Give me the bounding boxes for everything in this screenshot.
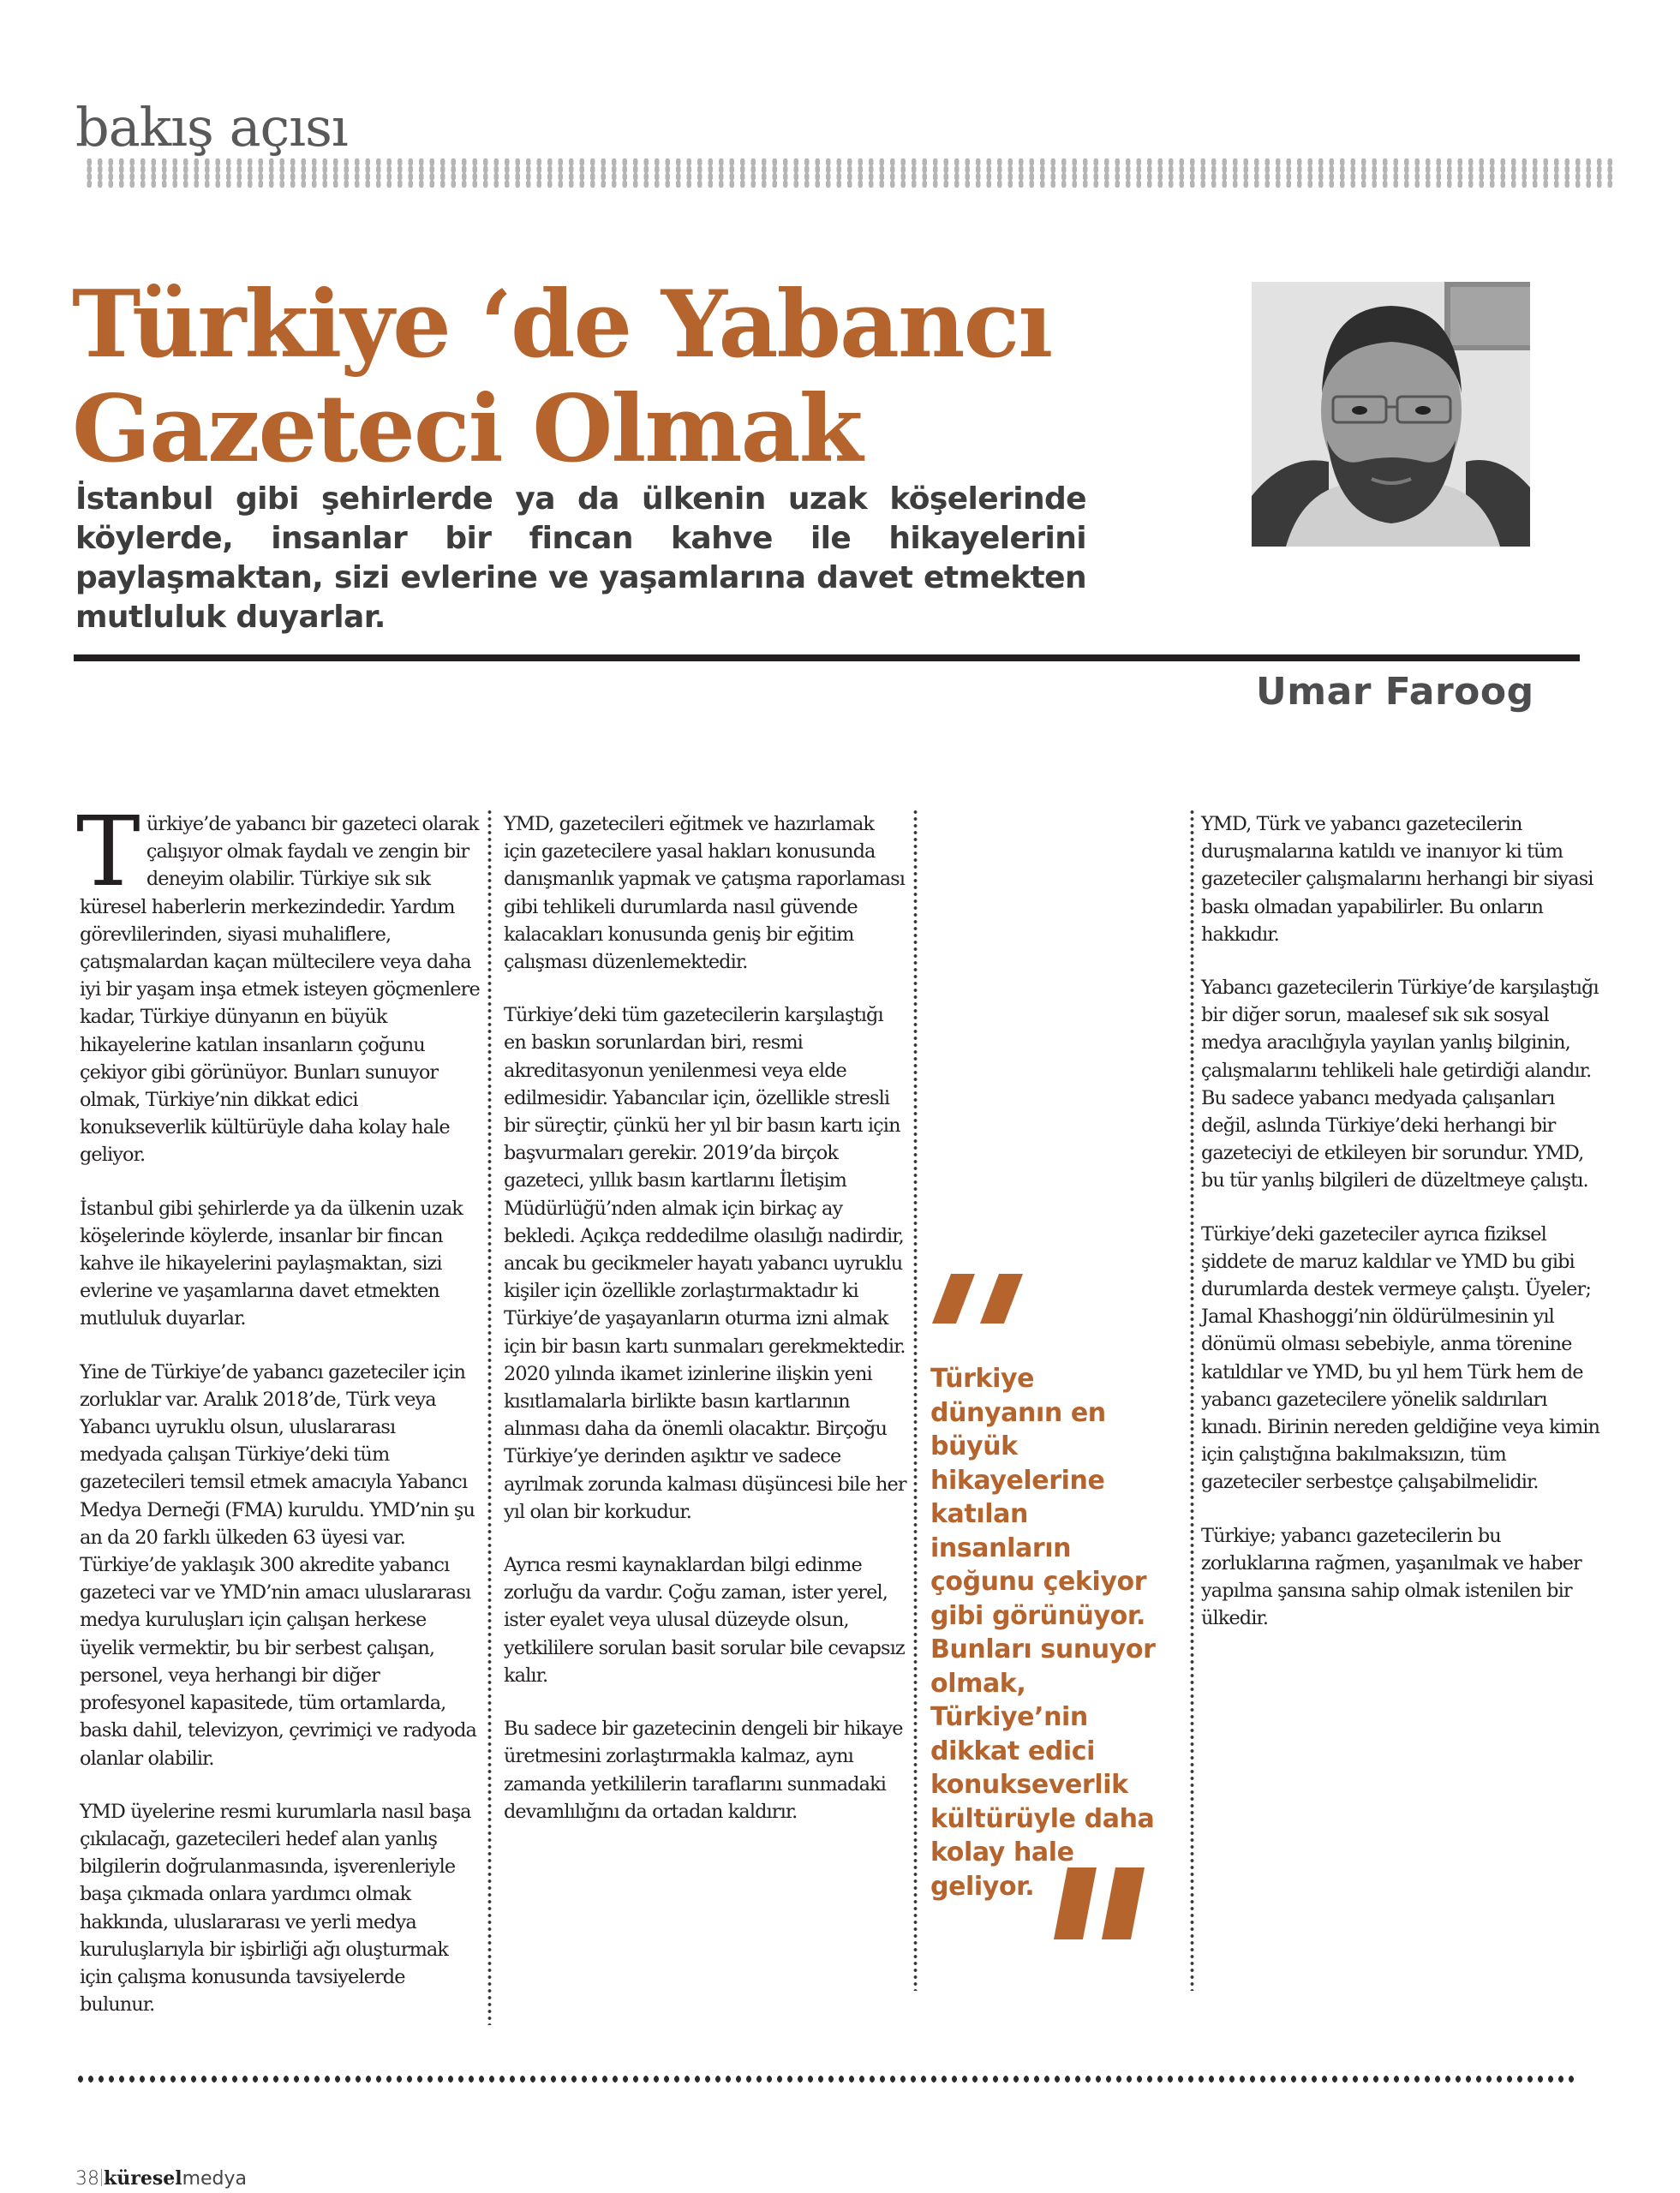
- article-title-line2: Gazeteci Olmak: [72, 375, 862, 483]
- bottom-dotted-divider: [75, 2075, 1575, 2083]
- paragraph: Türkiye’deki gazeteciler ayrıca fiziksel şiddete de maruz kaldılar ve YMD bu gibi durumlarda destek vermeye çalıştı. Üyeler; Jamal Khashoggi’nin öldürülmesinin yıl dönümü olması sebebiyle, anma törenine katıldılar ve YMD, bu yıl hem Türk hem de yabancı gazetecilere yönelik saldırıları kınadı. Birinin nereden geldiğine veya kimin için çalıştığına bakılmaksızın, tüm gazeteciler serbestçe çalışabilmelidir.: [1201, 1222, 1600, 1494]
- paragraph: [76, 797, 481, 1169]
- open-quote-icon: [932, 1274, 1035, 1325]
- footer-separator: [101, 2169, 102, 2186]
- close-quote-icon: [1054, 1867, 1148, 1939]
- author-byline: Umar Faroog: [1256, 670, 1534, 714]
- paragraph: Yine de Türkiye’de yabancı gazeteciler için zorluklar var. Aralık 2018’de, Türk veya Yabancı uyruklu olsun, uluslararası medyada çalışan Türkiye’deki tüm gazetecileri temsil etmek amacıyla Yabancı Medya Derneği (FMA) kuruldu. YMD’nin şu an da 20 farklı ülkeden 63 üyesi var. Türkiye’de yaklaşık 300 akredite yabancı gazeteci var ve YMD’nin amacı uluslararası medya kuruluşları için çalışan herkese üyelik vermektir, bu bir serbest çalışan, personel, veya herhangi bir diğer profesyonel kapasitede, tüm ortamlarda, baskı dahil, televizyon, çevrimiçi ve radyoda olanlar olabilir.: [80, 1360, 476, 1770]
- paragraph: YMD, gazetecileri eğitmek ve hazırlamak için gazetecilere yasal hakları konusunda danışmanlık yapmak ve çatışma raporlaması gibi tehlikeli durumlarda nasıl güvende kalacakları konusunda geniş bir eğitim çalışması düzenlemektedir.: [504, 813, 906, 974]
- dotted-band-divider: [84, 158, 1617, 188]
- author-portrait-icon: [1252, 282, 1530, 547]
- article-column-1: [76, 797, 481, 2044]
- page-number: 38: [75, 2168, 99, 2190]
- section-label: bakış açısı: [75, 96, 348, 158]
- paragraph: YMD, Türk ve yabancı gazetecilerin duruşmalarına katıldı ve inanıyor ki tüm gazeteciler çalışmalarını herhangi bir siyasi baskı olmadan yapabilirler. Bu onların hakkıdır.: [1201, 813, 1593, 946]
- pull-quote: Türkiye dünyanın en büyük hikayelerine katılan insanların çoğunu çekiyor gibi görünüyor. Bunları sunuyor olmak, Türkiye’nin dikkat edici konukseverlik kültürüyle daha kolay hale geliyor.: [930, 1364, 1156, 1902]
- column-divider-1: [487, 809, 492, 2025]
- paragraph: YMD üyelerine resmi kurumlarla nasıl başa çıkılacağı, gazetecileri hedef alan yanlış bilgilerin doğrulanmasında, işverenleriyle başa çıkmada onlara yardımcı olmak hakkında, uluslararası ve yerli medya kuruluşlarıyla bir işbirliği ağı oluşturmak için çalışma konusunda tavsiyelerde bulunur.: [80, 1800, 471, 2017]
- article-column-4: [1201, 810, 1604, 1658]
- paragraph: Ayrıca resmi kaynaklardan bilgi edinme zorluğu da vardır. Çoğu zaman, ister yerel, ister eyalet veya ulusal düzeyde olsun, yetkililere sorulan basit sorular bile cevapsız kalır.: [504, 1554, 905, 1687]
- page-footer: [75, 2167, 247, 2190]
- brand-logo-bold: küresel: [104, 2167, 182, 2190]
- paragraph: İstanbul gibi şehirlerde ya da ülkenin uzak köşelerinde köylerde, insanlar bir fincan kahve ile hikayelerini paylaşmaktan, sizi evlerine ve yaşamlarına davet etmekten mutluluk duyarlar.: [80, 1197, 463, 1330]
- article-title-line1: Türkiye ‘de Yabancı: [72, 271, 1052, 379]
- paragraph: Türkiye’deki tüm gazetecilerin karşılaştığı en baskın sorunlardan biri, resmi akreditasyonun yenilenmesi veya elde edilmesidir. Yabancılar için, özellikle stresli bir süreçtir, çünkü her yıl bir basın kartı için başvurmaları gerekir. 2019’da birçok gazeteci, yıllık basın kartlarını İletişim Müdürlüğü’nden almak için birkaç ay bekledi. Açıkça reddedilme olasılığı nadirdir, ancak bu gecikmeler hayatı yabancı uyruklu kişiler için özellikle zorlaştırmaktadır ki Türkiye’de yaşayanların oturma izni almak için bir basın kartı sunmaları gerekmektedir. 2020 yılında ikamet izinlerine ilişkin yeni kısıtlamalarla birlikte basın kartlarının alınması daha da önemli olacaktır. Birçoğu Türkiye’ye derinden aşıktır ve sadece ayrılmak zorunda kalması düşüncesi bile her yıl olan bir korkudur.: [504, 1004, 906, 1523]
- paragraph: Yabancı gazetecilerin Türkiye’de karşılaştığı bir diğer sorun, maalesef sık sık sosyal medya aracılığıyla yayılan yanlış bilginin, çalışmalarını tehlikeli hale getirdiği alandır. Bu sadece yabancı medyada çalışanları değil, aslında Türkiye’deki herhangi bir gazeteciyi de etkileyen bir sorundur. YMD, bu tür yanlış bilgileri de düzeltmeye çalıştı.: [1201, 977, 1599, 1192]
- column-divider-2: [913, 809, 918, 1991]
- article-title: [72, 272, 1100, 481]
- paragraph: Türkiye; yabancı gazetecilerin bu zorluklarına rağmen, yaşanılmak ve haber yapılma şansına sahip olmak istenilen bir ülkedir.: [1201, 1524, 1581, 1630]
- paragraph: Bu sadece bir gazetecinin dengeli bir hikaye üretmesini zorlaştırmakla kalmaz, aynı zamanda yetkililerin taraflarını sunmadaki devamlılığını da ortadan kaldırır.: [504, 1718, 903, 1823]
- article-deck: İstanbul gibi şehirlerde ya da ülkenin uzak köşelerinde köylerde, insanlar bir fincan kahve ile hikayelerini paylaşmaktan, sizi evlerine ve yaşamlarına davet etmekten mutluluk duyarlar.: [75, 481, 1086, 635]
- brand-logo-light: medya: [182, 2168, 248, 2190]
- paragraph-text: ürkiye’de yabancı bir gazeteci olarak çalışıyor olmak faydalı ve zengin bir deneyim olabilir. Türkiye sık sık küresel haberlerin merkezindedir. Yardım görevlilerinden, siyasi muhaliflere, çatışmalardan kaçan mültecilere veya daha iyi bir yaşam inşa etmek isteyen göçmenlere kadar, Türkiye dünyanın en büyük hikayelerine katılan insanların çoğunu çekiyor gibi görünüyor. Bunları sunuyor olmak, Türkiye’nin dikkat edici konukseverlik kültürüyle daha kolay hale geliyor.: [80, 813, 480, 1167]
- drop-cap: T: [76, 797, 140, 908]
- column-divider-3: [1190, 809, 1194, 1991]
- author-portrait: [1252, 282, 1530, 547]
- article-column-2: [504, 810, 906, 1851]
- heavy-rule-divider: [74, 654, 1580, 661]
